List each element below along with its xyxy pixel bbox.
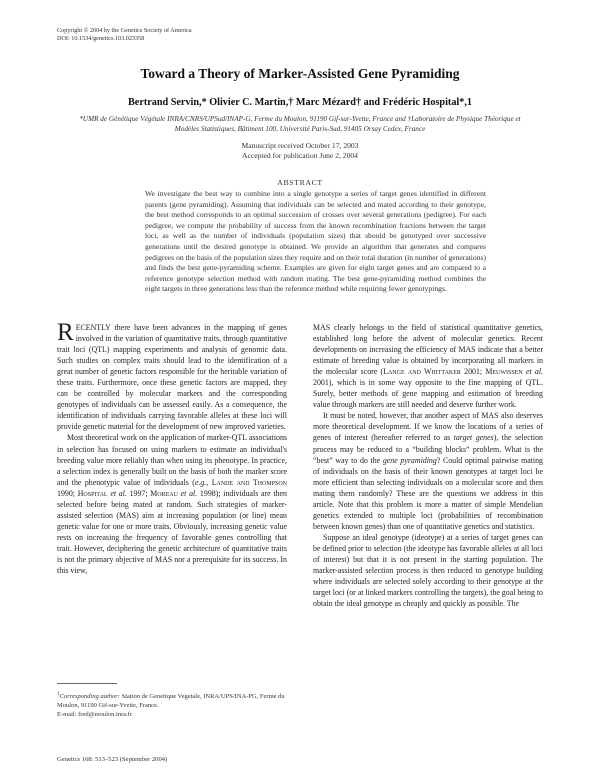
corresponding-author: $^1$Corresponding author: Station de Genetique Vegetale, INRA/UPS/INA-PG, Ferme du Moulon, 91190 Gif-sur-Yvette, France.: [57, 691, 285, 709]
abstract-heading: ABSTRACT: [277, 178, 323, 187]
body-right-column: [313, 322, 543, 609]
reference-link[interactable]: Lande and Thompson: [211, 477, 287, 487]
copyright-line: Copyright © 2004 by the Genetics Society of America: [57, 27, 192, 34]
reference-link[interactable]: Lange and Whittaker: [383, 367, 461, 377]
theory-paragraph: Most theoretical work on the application of marker-QTL associations in selection has focused on using markers to estimate an individual's breeding value more reliably than when using its phenotype. In practice, a selection index is generally built on the basis of both the marker score and the phenotypic value of individuals (e.g., Lande and Thompson 1990; Hospital et al. 1997; Moreau et al. 1998); individuals are then selected before being mated at random. Such strategies of marker-assisted selection (MAS) aim at increasing population (or line) mean genetic value for one or more traits. Obviously, increasing genetic value rests on increasing the frequency of favorable genes controlling that trait. However, deciphering the genetic architecture of quantitative traits is not the primary objective of MAS nor a prerequisite for its success. In this view,: [57, 433, 287, 576]
drop-cap: R: [57, 319, 74, 346]
pyramiding-paragraph: It must be noted, however, that another aspect of MAS also deserves more theoretical development. If we know the locations of a series of genes of interest (hereafter referred to as target genes), the selection process may be reduced to a “building blocks” problem. What is the “best” way to do the gene pyramiding? Could optimal pairwise mating of individuals on the basis of their known genotypes at target loci be more efficient than selecting individuals on a molecular score and then mating them randomly? These are the questions we address in this article. Note that this problem is more a matter of simple Mendelian genetics extended to multiple loci (probabilities of recombination between known genes) than one of quantitative genetics and statistics.: [313, 411, 543, 531]
abstract-text: We investigate the best way to combine into a single genotype a series of target genes identified in different parents (gene pyramiding). Assuming that individuals can be selected and mated according to their genotype, the best method corresponds to an optimal succession of crosses over several generations (pedigree). For each pedigree, we compute the probability of success from the known recombination fractions between the target loci, as well as the number of individuals (population sizes) that should be genotyped over successive generations until the desired genotype is obtained. We provide an algorithm that generates and compares pedigrees on the basis of the population sizes they require and on their total duration (in number of generations) and finds the best gene-pyramiding scheme. Examples are given for eight target genes and are compared to a reference genotype selection method with random mating. The best gene-pyramiding method combines the eight targets in three generations less than the reference method while requiring fewer genotypings.: [145, 189, 486, 294]
reference-link[interactable]: Meuwissen: [485, 367, 523, 377]
author-list: Bertrand Servin,* Olivier C. Martin,† Marc Mézard† and Frédéric Hospital*,1: [128, 97, 472, 108]
copyright-notice: [57, 27, 192, 43]
doi-line: DOI: 10.1534/genetics.103.023358: [57, 35, 145, 42]
ideotype-paragraph: Suppose an ideal genotype (ideotype) at a series of target genes can be defined prior to selection (the ideotype has favorable alleles at all loci of interest) but that it is not present in the starting population. The marker-assisted selection process is then reduced to genotype building where individuals are selected solely according to their genotype at the target loci (or at linked markers controlling the targets), the goal being to obtain the ideal genotype as cheaply and quickly as possible. The: [313, 532, 544, 609]
mas-paragraph: MAS clearly belongs to the field of statistical quantitative genetics, established long before the advent of molecular genetics. Recent developments on increasing the efficiency of MAS indicate that a better estimate of breeding value is obtained by incorporating all markers in the molecular score (Lange and Whittaker 2001; Meuwissen et al. 2001), which is in some way opposite to the fine mapping of QTL. Surely, better methods of gene mapping and estimation of breeding value through markers are still needed and deserve further work.: [313, 323, 543, 410]
affiliations: *UMR de Génétique Végétale INRA/CNRS/UPSud/INAP-G, Ferme du Moulon, 91190 Gif-sur-Yvette, France and †Laboratoire de Physique Théorique et Modèles Statistiques, Bâtiment 100, Université Paris-Sud, 91405 Orsay Cedex, France: [79, 115, 521, 133]
intro-paragraph: RECENTLY there have been advances in the mapping of genes involved in the variation of quantitative traits, through quantitative trait loci (QTL) mapping experiments and analysis of genomic data. Such studies on complex traits should lead to the identification of a great number of genetic factors responsible for the heritable variation of these traits. Furthermore, once these genetic factors are mapped, they can be controlled by molecular markers and the corresponding genotypes of individuals can be assessed easily. As a consequence, the identification of individuals carrying favorable alleles at these loci will provide genetic material for the development of new improved varieties.: [57, 319, 287, 432]
footnote-divider: [57, 683, 117, 684]
body-left-column: [57, 319, 287, 576]
reference-link[interactable]: Moreau: [150, 488, 178, 498]
footnote: [57, 690, 289, 720]
received-date: Manuscript received October 17, 2003: [241, 141, 359, 150]
reference-link[interactable]: Hospital: [77, 488, 108, 498]
accepted-date: Accepted for publication June 2, 2004: [242, 151, 358, 160]
manuscript-dates: [0, 141, 600, 161]
author-email[interactable]: E-mail: fred@moulon.inra.fr: [57, 710, 133, 718]
journal-citation: Genetics 168: 513–523 (September 2004): [57, 756, 168, 763]
paper-title: Toward a Theory of Marker-Assisted Gene Pyramiding: [140, 66, 460, 81]
